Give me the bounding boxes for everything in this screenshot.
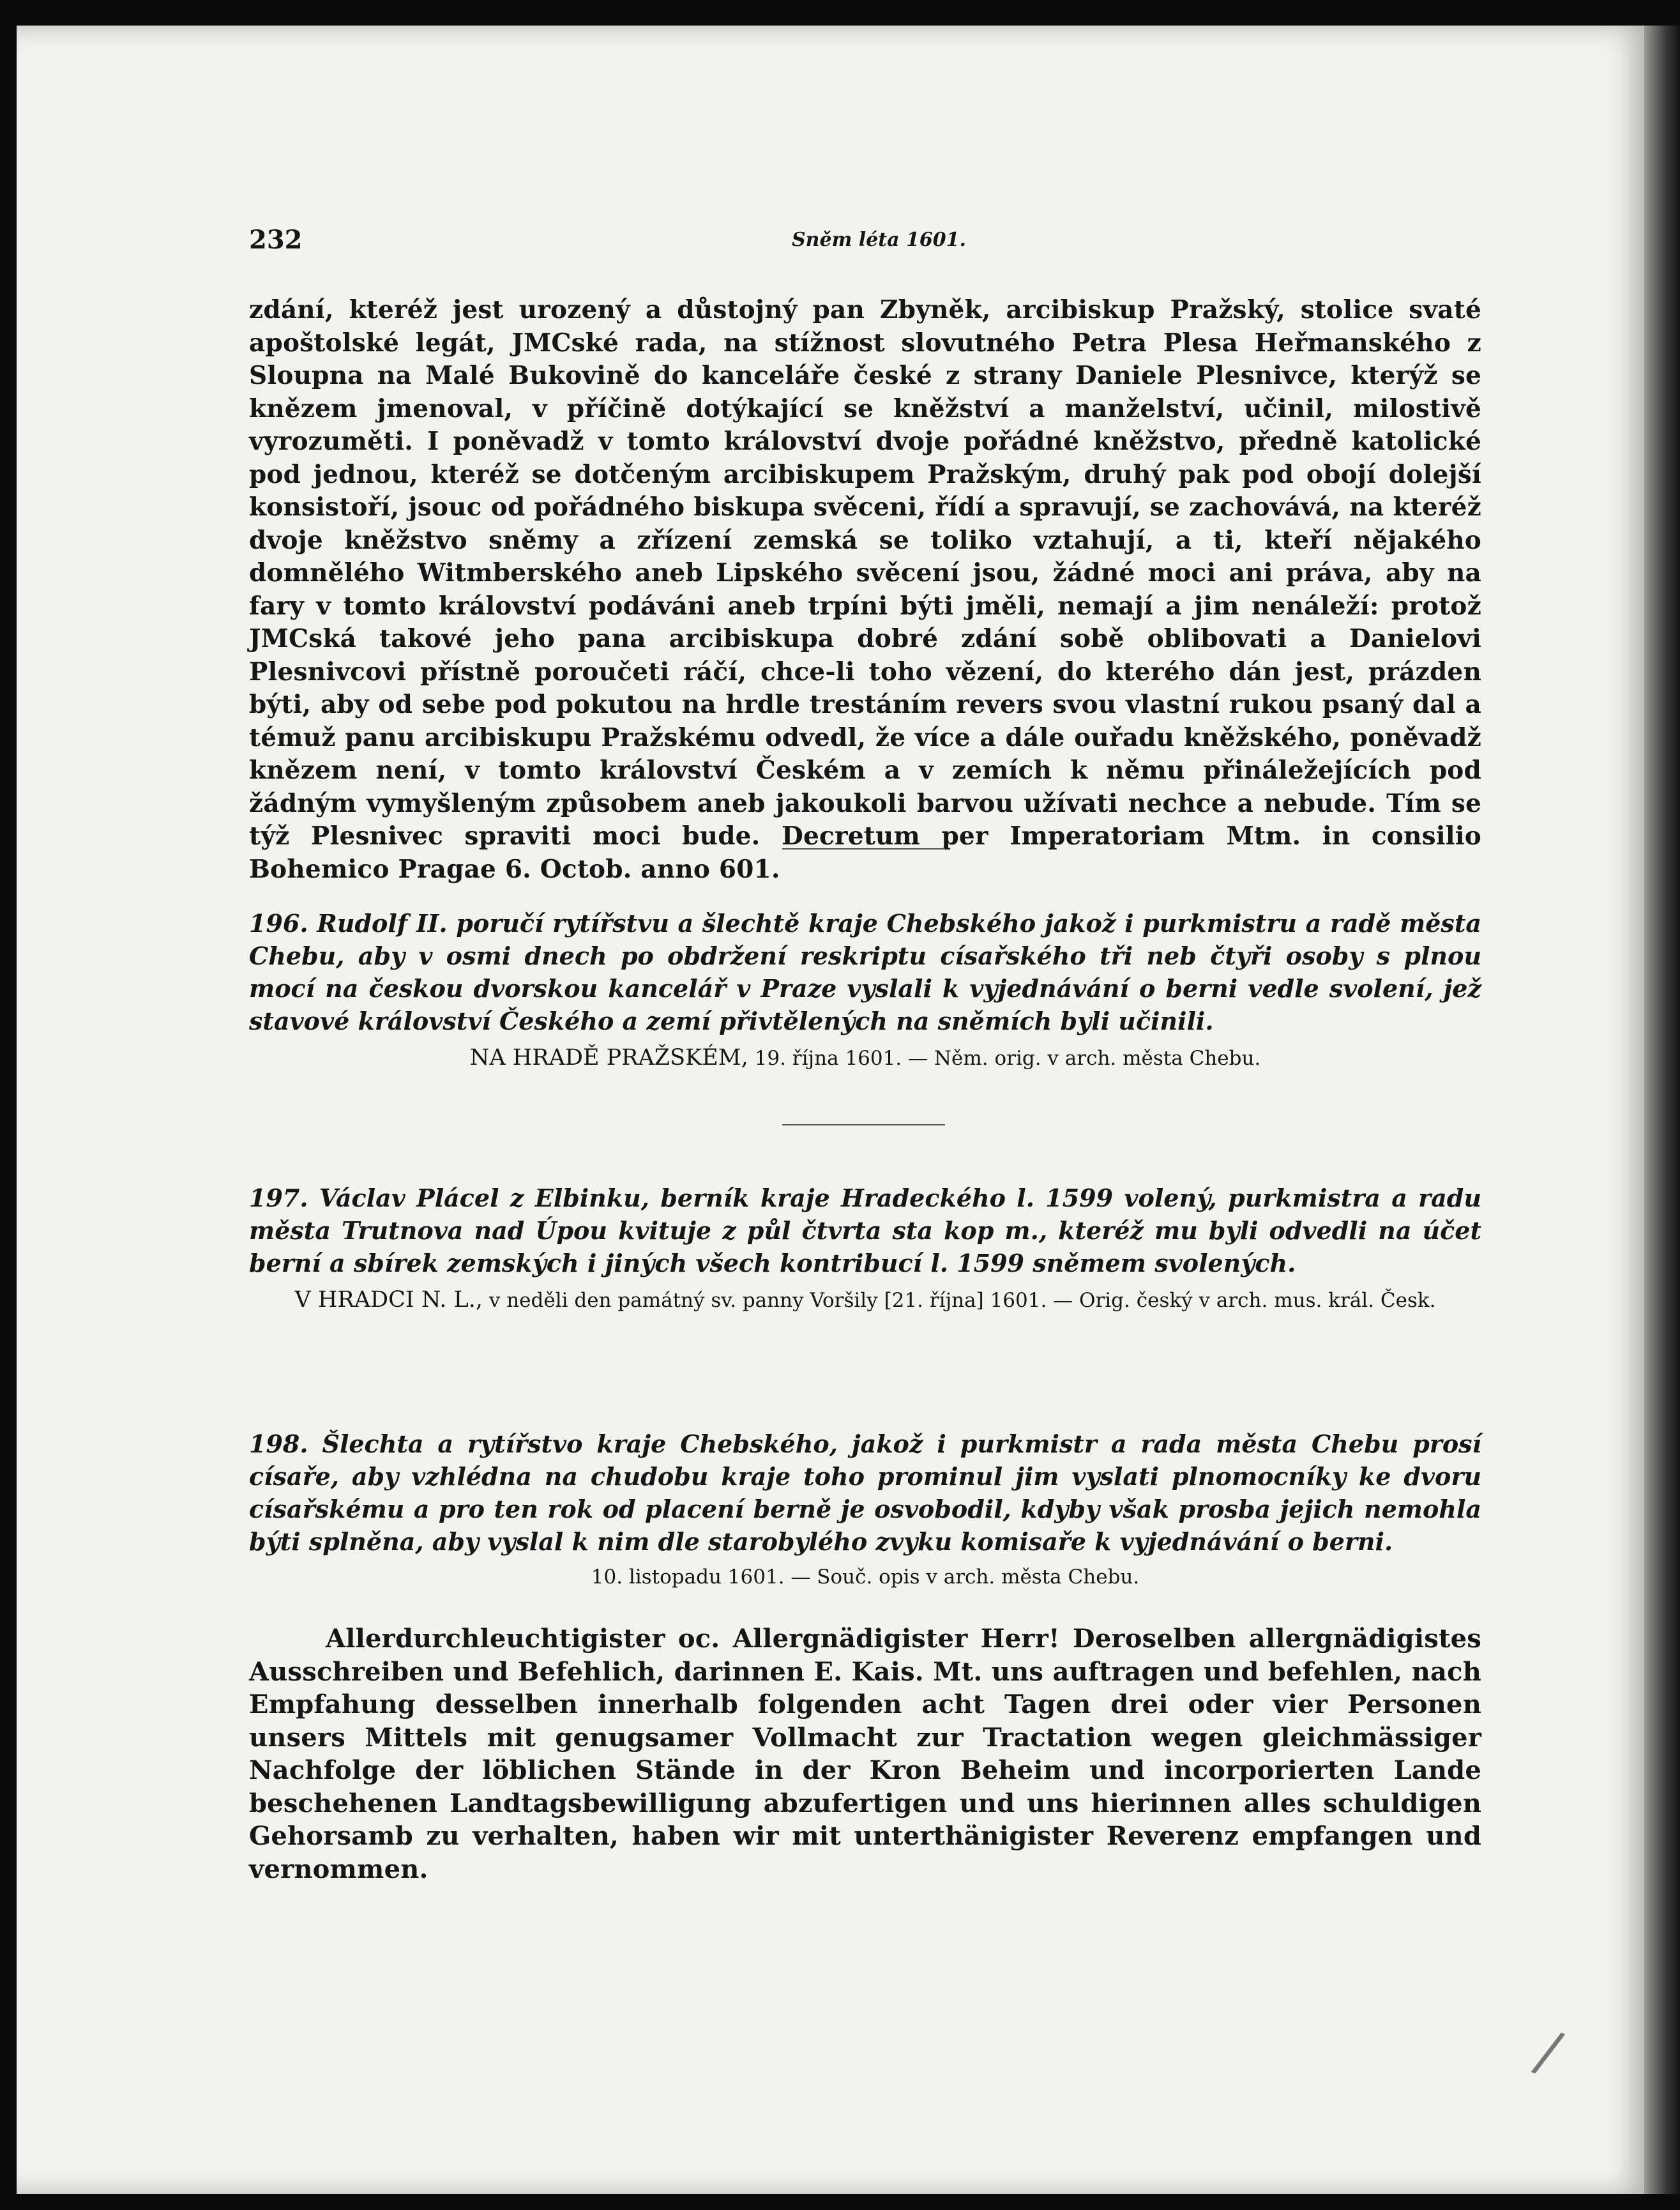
entry-regest xyxy=(249,1428,1481,1558)
entry-place: V HRADCI N. L., xyxy=(294,1287,483,1313)
entry-regest xyxy=(249,1182,1481,1279)
book-spine-shadow xyxy=(1644,26,1680,2194)
entry-summary: Rudolf II. poručí rytířstvu a šlechtě kraje Chebského jakož i purkmistru a radě města Chebu, aby v osmi dnech po obdržení reskriptu císařského tři neb čtyři osoby s plnou mocí na českou dvorskou kancelář v Praze vyslali k vyjednávání o berni vedle svolení, jež stavové království Českého a zemí přivtělených na sněmích byli učinili. xyxy=(249,909,1481,1035)
entry-number: 198. xyxy=(249,1429,308,1458)
section-divider xyxy=(782,848,945,850)
section-divider xyxy=(782,1124,945,1125)
page-number: 232 xyxy=(249,225,303,255)
entry-source-text: 19. října 1601. — Něm. orig. v arch. města Chebu. xyxy=(754,1047,1261,1070)
entry-source-text: 10. listopadu 1601. — Souč. opis v arch. města Chebu. xyxy=(591,1566,1140,1589)
entry-regest xyxy=(249,907,1481,1037)
entry-source xyxy=(249,1044,1481,1072)
entry-number: 197. xyxy=(249,1184,308,1212)
entry-source xyxy=(249,1286,1481,1315)
entry-summary: Václav Plácel z Elbinku, berník kraje Hradeckého l. 1599 volený, purkmistra a radu města Trutnova nad Úpou kvituje z půl čtvrta sta kop m., kteréž mu byli odvedli na účet berní a sbírek zemských i jiných všech kontribucí l. 1599 sněmem svolených. xyxy=(249,1184,1481,1277)
continuation-paragraph: zdání, kteréž jest urozený a důstojný pan Zbyněk, arcibiskup Pražský, stolice svaté apoštolské legát, JMCské rada, na stížnost slovutného Petra Plesa Heřmanského z Sloupna na Malé Bukovině do kanceláře české z strany Daniele Plesnivce, kterýž se knězem jmenoval, v příčině dotýkající se kněžství a manželství, učinil, milostivě vyrozuměti. I poněvadž v tomto království dvoje pořádné kněžstvo, předně katolické pod jednou, kteréž se dotčeným arcibiskupem Pražským, druhý pak pod obojí dolejší konsistoří, jsouc od pořádného biskupa svěceni, řídí a spravují, se zachovává, na kteréž dvoje kněžstvo sněmy a zřízení zemská se toliko vztahují, a ti, kteří nějakého domnělého Witmberského aneb Lipského svěcení jsou, žádné moci ani práva, aby na fary v tomto království podáváni aneb trpíni býti jměli, nemají a jim nenáleží: protož JMCská takové jeho pana arcibiskupa dobré zdání sobě oblibovati a Danielovi Plesnivcovi přístně poroučeti ráčí, chce-li toho vězení, do kterého dán jest, prázden býti, aby od sebe pod pokutou na hrdle trestáním revers svou vlastní rukou psaný dal a témuž panu arcibiskupu Pražskému odvedl, že více a dále ouřadu kněžského, poněvadž knězem není, v tomto království Českém a v zemích k němu přináležejících pod žádným vymyšleným způsobem aneb jakoukoli barvou užívati nechce a nebude. Tím se týž Plesnivec spraviti moci bude. Decretum per Imperatoriam Mtm. in consilio Bohemico Pragae 6. Octob. anno 601. xyxy=(249,295,1481,884)
entry-source xyxy=(249,1563,1481,1591)
entry-number: 196. xyxy=(249,909,308,938)
german-letter-text: Allerdurchleuchtigister oc. Allergnädigister Herr! Deroselben allergnädigistes Ausschreiben und Befehlich, darinnen E. Kais. Mt. uns auftragen und befehlen, nach Empfahung desselben innerhalb folgenden acht Tagen drei oder vier Personen unsers Mittels mit genugsamer Vollmacht zur Tractation wegen gleichmässiger Nachfolge der löblichen Stände in der Kron Beheim und incorporierten Lande beschehenen Landtagsbewilligung abzufertigen und uns hierinnen alles schuldigen Gehorsamb zu verhalten, haben wir mit unterthänigister Reverenz empfangen und vernommen. xyxy=(249,1624,1481,1884)
entry-197 xyxy=(249,1182,1481,1315)
entry-source-text: v neděli den památný sv. panny Voršily [21. října] 1601. — Orig. český v arch. mus. král. Česk. xyxy=(488,1289,1436,1312)
pencil-mark: / xyxy=(1527,2016,1570,2087)
entry-196 xyxy=(249,907,1481,1072)
entry-198 xyxy=(249,1428,1481,1591)
entry-summary: Šlechta a rytířstvo kraje Chebského, jakož i purkmistr a rada města Chebu prosí císaře, aby vzhlédna na chudobu kraje toho prominul jim vyslati plnomocníky ke dvoru císařskému a pro ten rok od placení berně je osvobodil, kdyby však prosba jejich nemohla býti splněna, aby vyslal k nim dle starobylého zvyku komisaře k vyjednávání o berni. xyxy=(249,1429,1481,1556)
running-head: Sněm léta 1601. xyxy=(792,229,966,251)
page-header xyxy=(0,225,1680,263)
entry-place: NA HRADĚ PRAŽSKÉM, xyxy=(469,1045,748,1071)
